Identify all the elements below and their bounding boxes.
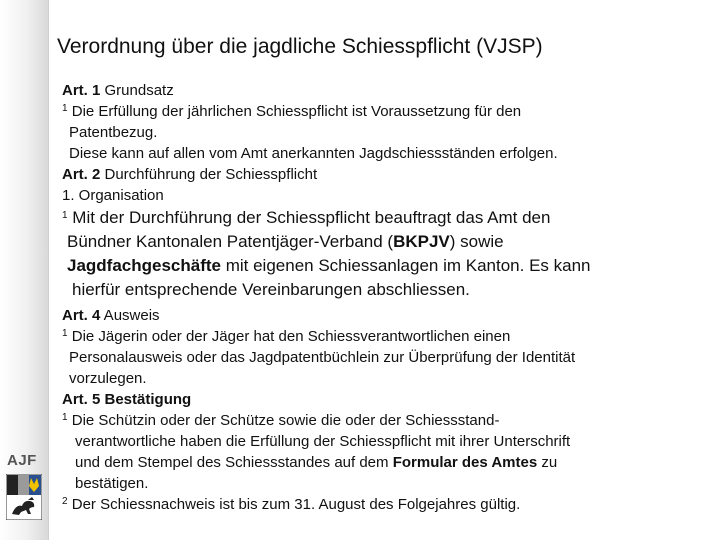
page-title: Verordnung über die jagdliche Schiesspflicht (VJSP): [57, 35, 543, 58]
art1-para1-line2: Patentbezug.: [69, 124, 158, 141]
art4-title: Ausweis: [100, 307, 160, 324]
art2-heading: [62, 164, 712, 185]
jagdfachgeschaefte-term: Jagdfachgeschäfte: [67, 256, 221, 275]
art1-title: Grundsatz: [100, 82, 174, 99]
text: Bündner Kantonalen Patentjäger-Verband (: [67, 232, 394, 251]
paragraph-number: 1: [62, 210, 68, 221]
document-body: [62, 80, 712, 515]
art1-para1-line1: [62, 101, 712, 122]
art4-para1-line2: Personalausweis oder das Jagdpatentbüchlein zur Überprüfung der Identität: [69, 349, 576, 366]
coat-of-arms-icon: [6, 474, 42, 520]
text: Die Schützin oder der Schütze sowie die oder der Schiessstand-: [67, 412, 500, 429]
text: Mit der Durchführung der Schiesspflicht beauftragt das Amt den: [67, 208, 551, 227]
agency-logo-text: AJF: [7, 452, 37, 469]
art2-subheading: 1. Organisation: [62, 187, 164, 204]
art1-heading: [62, 80, 712, 101]
art5-para1-line4: bestätigen.: [75, 475, 149, 492]
bkpjv-abbrev: BKPJV: [393, 232, 450, 251]
art5-title: Bestätigung: [100, 391, 192, 408]
text: zu: [537, 454, 558, 471]
art5-heading: [62, 389, 712, 410]
art5-para1-line1: [62, 410, 712, 431]
art5-para2-line1: [62, 494, 712, 515]
text: Der Schiessnachweis ist bis zum 31. August des Folgejahres gültig.: [67, 496, 521, 513]
art5-para1-line3: [62, 452, 712, 473]
text: Die Erfüllung der jährlichen Schiesspflicht ist Voraussetzung für den: [67, 103, 522, 120]
art2-number: Art. 2: [62, 166, 101, 183]
text: ) sowie: [449, 232, 504, 251]
paragraph-number: 1: [62, 328, 68, 339]
art2-para1-line2: [62, 230, 712, 254]
paragraph-number: 2: [62, 496, 68, 507]
paragraph-number: 1: [62, 412, 68, 423]
art4-heading: [62, 305, 712, 326]
text: und dem Stempel des Schiessstandes auf dem: [75, 454, 393, 471]
sidebar-strip: [0, 0, 49, 540]
art2-title: Durchführung der Schiesspflicht: [100, 166, 318, 183]
text: Die Jägerin oder der Jäger hat den Schiessverantwortlichen einen: [67, 328, 511, 345]
art4-para1-line1: [62, 326, 712, 347]
art2-para1-line3: [62, 254, 712, 278]
formular-term: Formular des Amtes: [392, 454, 538, 471]
art1-number: Art. 1: [62, 82, 101, 99]
art2-para1-line4: hierfür entsprechende Vereinbarungen abschliessen.: [72, 280, 470, 299]
art5-number: Art. 5: [62, 391, 101, 408]
art4-para1-line3: vorzulegen.: [69, 370, 147, 387]
art1-para1-line3: Diese kann auf allen vom Amt anerkannten Jagdschiessständen erfolgen.: [69, 145, 558, 162]
paragraph-number: 1: [62, 103, 68, 114]
art2-para1-line1: [62, 206, 712, 230]
text: mit eigenen Schiessanlagen im Kanton. Es kann: [221, 256, 591, 275]
art5-para1-line2: verantwortliche haben die Erfüllung der Schiesspflicht mit ihrer Unterschrift: [75, 433, 571, 450]
art4-number: Art. 4: [62, 307, 101, 324]
